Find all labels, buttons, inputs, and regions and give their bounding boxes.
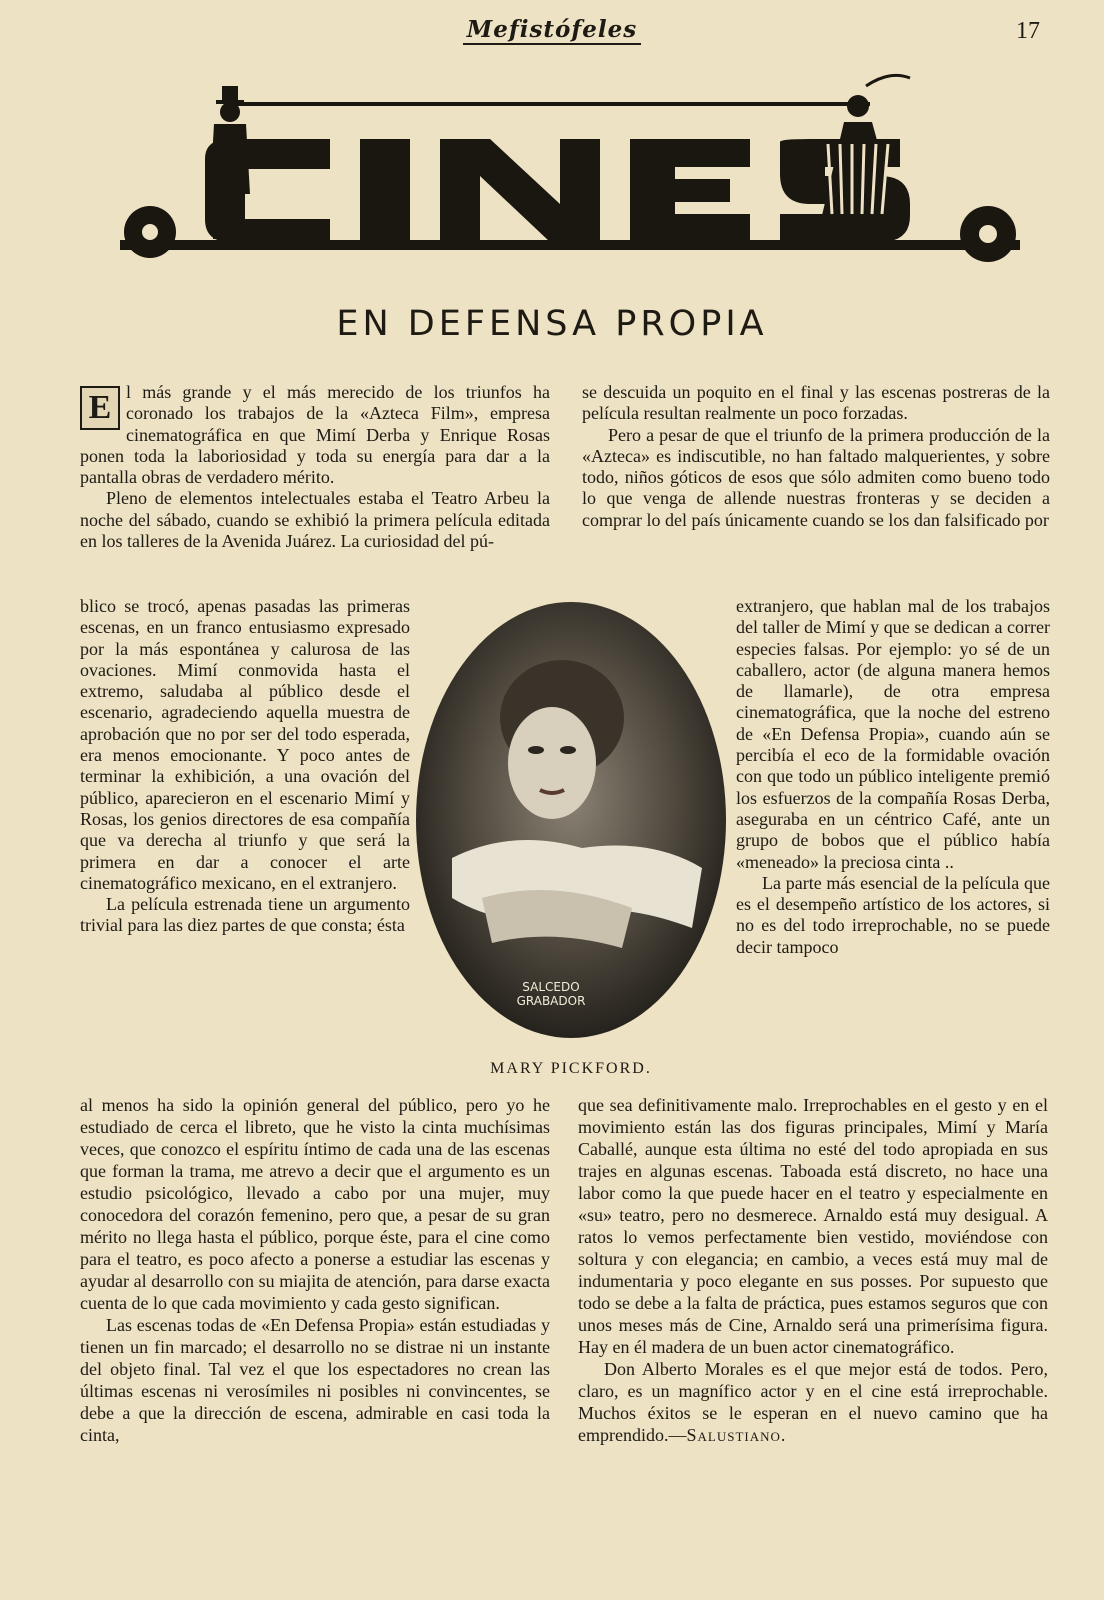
engraver-title: GRABADOR [516,994,586,1008]
left-column-top [80,382,550,552]
paragraph-intro: l más grande y el más merecido de los triunfos ha coronado los trabajos de la «Azteca Film», empresa cinematográfica en que Mimí Derba y Enrique Rosas ponen toda la laboriosidad y toda su energía para dar a la pantalla obras de verdadero mérito. [80,382,550,488]
right-column-lower [578,1094,1048,1446]
magazine-name: Mefistófeles [463,16,641,45]
right-column-top [582,382,1050,531]
paragraph-cast: que sea definitivamente malo. Irreprochables en el gesto y en el movimiento están las dos figuras principales, Mimí y María Caballé, aunque esta última no esté del todo apropiada en sus trajes en algunas escenas. Taboada está discreto, no hace una labor como la que puede hacer en el teatro y especialmente en «su» teatro, pero no desmerece. Arnaldo está muy desigual. A ratos lo vemos perfectamente bien vestido, moviéndose con soltura y con elegancia; en cambio, a veces está muy mal de indumentaria y poco elegante en sus posses. Por supuesto que todo se debe a la falta de práctica, pues estamos seguros que con unos meses más de Cine, Arnaldo será una primerísima figura. Hay en él madera de un buen actor cinematográfico. [578,1095,1048,1357]
article-title: EN DEFENSA PROPIA [336,304,768,344]
left-column-lower [80,1094,550,1446]
paragraph-detractors: Pero a pesar de que el triunfo de la primera producción de la «Azteca» es indiscutible, no han faltado malquerientes, y sobre todo, niños góticos de esos que sólo admiten como bueno todo lo que venga de allende nuestras fronteras y se deciden a comprar lo del país únicamente cuando se los dan falsificado por [582,424,1050,530]
paragraph-ending: se descuida un poquito en el final y las escenas postreras de la película resultan realmente un poco forzadas. [582,382,1050,424]
photo-caption: MARY PICKFORD. [490,1060,652,1077]
paragraph-anecdote: extranjero, que hablan mal de los trabajos del taller de Mimí y que se dedican a correr especies falsas. Por ejemplo: yo sé de un caballero, actor (de alguna manera hemos de llamarle), de otra empresa cinematográfica, que la noche del estreno de «En Defensa Propia», cuando aún se percibía el eco de la formidable ovación con que todo un público inteligente premió los esfuerzos de la compañía Rosas Derba, aseguraba en un céntrico Café, ante un grupo de bobos que el público había «meneado» la preciosa cinta .. [736,596,1050,872]
page-number: 17 [1016,18,1040,44]
paragraph-morales-text: Don Alberto Morales es el que mejor está de todos. Pero, claro, es un magnífico actor y en el cine está irreprochable. Muchos éxitos se le esperan en el nuevo camino que ha emprendido.— [578,1359,1048,1445]
paragraph-acting: La parte más esencial de la película que es el desempeño artístico de los actores, si no es del todo irreprochable, no se puede decir tampoco [736,872,1050,957]
engraver-credit [506,980,596,1008]
magazine-header [0,16,1104,43]
paragraph-ovation: blico se trocó, apenas pasadas las primeras escenas, en un franco entusiasmo expresado por la más espontánea y calurosa de las ovaciones. Mimí conmovida hasta el extremo, saludaba al público desde el escenario, agradeciendo aquella muestra de aprobación que no por ser del todo esperada, era menos emocionante. Y poco antes de terminar la exhibición, a una ovación del público, aparecieron en el escenario Mimí y Rosas, los genios directores de esa compañía que va derecha al triunfo y que será la primera en dar a conocer el arte cinematográfico mexicano, en el extranjero. [80,596,410,893]
paragraph-scenes: Las escenas todas de «En Defensa Propia» están estudiadas y tienen un fin marcado; el desarrollo no se distrae ni un instante del objeto final. Tal vez el que los espectadores no crean las últimas escenas ni verosímiles ni posibles ni convincentes, se debe a que la dirección de escena, admirable en casi toda la cinta, [80,1315,550,1445]
drop-cap: E [80,386,120,430]
author-signature: Salustiano. [686,1425,787,1445]
cines-banner-illustration [110,64,1036,264]
engraver-name: SALCEDO [522,980,580,994]
left-column-wrap [80,596,410,937]
paragraph-morales [578,1358,1048,1446]
paragraph-plot-start: La película estrenada tiene un argumento trivial para las diez partes de que consta; ésta [80,894,410,936]
paragraph-plot: al menos ha sido la opinión general del público, pero yo he estudiado de cerca el libreto, que he visto la cinta muchísimas veces, que conozco el espíritu íntimo de cada una de las escenas que forman la trama, me atrevo a decir que el argumento es un estudio psicológico, llevado a cabo por una mujer, muy conocedora del corazón femenino, pero que, a pesar de su gran mérito no llega hasta el público, porque éste, para el cine como para el teatro, es poco afecto a ponerse a estudiar las escenas y ayudar al desarrollo con su miajita de atención, para darse exacta cuenta de lo que cada movimiento y cada gesto significan. [80,1095,550,1313]
right-column-wrap [736,596,1050,958]
paragraph-arbeu: Pleno de elementos intelectuales estaba el Teatro Arbeu la noche del sábado, cuando se exhibió la primera película editada en los talleres de la Avenida Juárez. La curiosidad del pú- [80,488,550,552]
mary-pickford-portrait [412,598,730,1042]
